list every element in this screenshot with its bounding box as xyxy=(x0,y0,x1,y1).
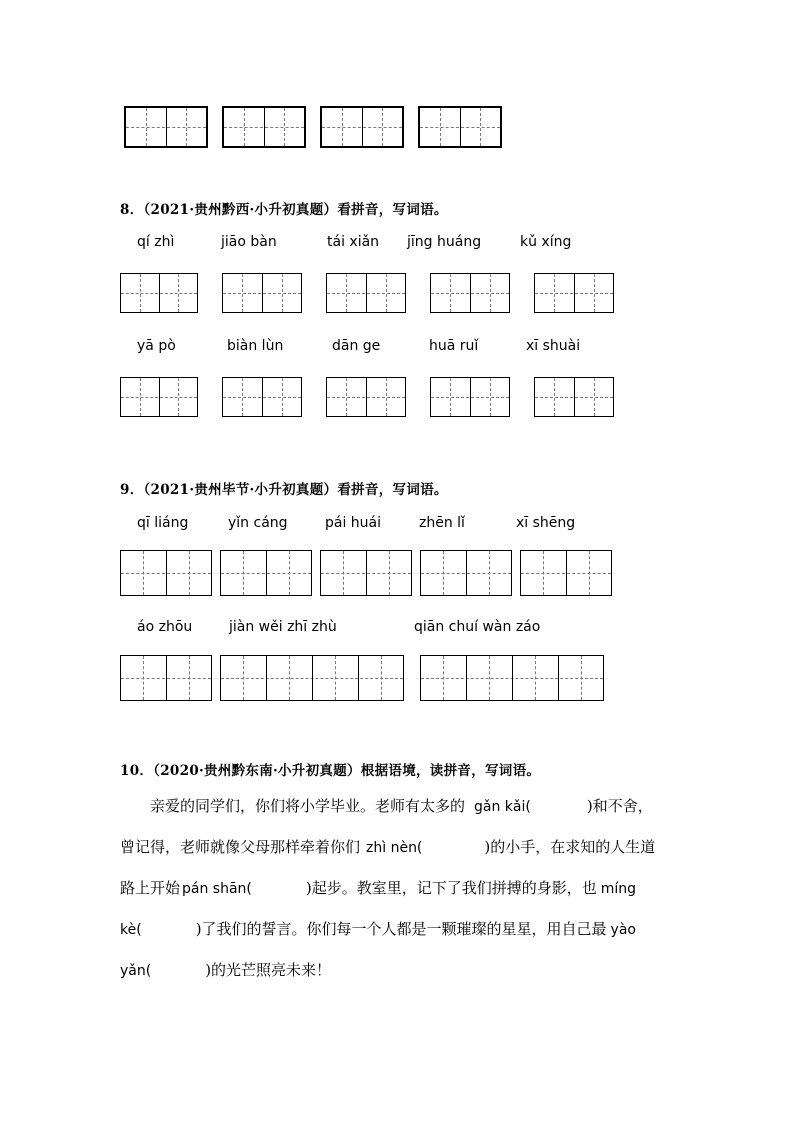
pinyin-label: xī shuài xyxy=(526,338,581,354)
pinyin-label: jīng huáng xyxy=(407,234,482,250)
answer-grid[interactable] xyxy=(120,273,198,313)
pinyin-label: qī liáng xyxy=(137,515,189,531)
pinyin-prompt: gǎn kǎi( xyxy=(474,799,531,815)
pinyin-label: tái xiǎn xyxy=(327,234,380,250)
pinyin-label: pái huái xyxy=(325,515,382,531)
pinyin-label: jiàn wěi zhī zhù xyxy=(229,619,337,635)
answer-grid[interactable] xyxy=(520,550,612,596)
pinyin-prompt: pán shān( xyxy=(182,881,252,897)
paragraph-line xyxy=(150,795,653,816)
answer-grid[interactable] xyxy=(430,377,510,417)
paragraph-text: )的光芒照亮未来！ xyxy=(205,961,332,979)
paragraph-text: 亲爱的同学们，你们将小学毕业。老师有太多的 xyxy=(150,797,466,815)
answer-grid[interactable] xyxy=(222,377,302,417)
pinyin-prompt: zhì nèn( xyxy=(366,840,423,856)
answer-grid[interactable] xyxy=(120,377,198,417)
pinyin-label: biàn lùn xyxy=(227,338,284,354)
answer-grid-four-char[interactable] xyxy=(220,655,404,701)
pinyin-prompt: kè( xyxy=(120,922,142,938)
answer-grid[interactable] xyxy=(420,550,512,596)
answer-grid[interactable] xyxy=(320,106,404,148)
question-10-title: 10．（2020·贵州黔东南·小升初真题）根据语境，读拼音，写词语。 xyxy=(120,763,541,779)
answer-grid[interactable] xyxy=(430,273,510,313)
pinyin-prompt: míng xyxy=(600,881,637,897)
paragraph-line xyxy=(120,877,636,898)
paragraph-text: )了我们的誓言。你们每一个人都是一颗璀璨的星星，用自己最 xyxy=(195,920,607,938)
pinyin-prompt: yào xyxy=(610,922,636,938)
answer-grid[interactable] xyxy=(222,106,306,148)
answer-grid-four-char[interactable] xyxy=(420,655,604,701)
pinyin-label: kǔ xíng xyxy=(520,234,572,250)
pinyin-label: qí zhì xyxy=(137,234,175,250)
paragraph-text: )和不舍， xyxy=(586,797,653,815)
pinyin-prompt: yǎn( xyxy=(120,963,152,979)
pinyin-label: áo zhōu xyxy=(137,619,193,635)
answer-grid[interactable] xyxy=(326,273,406,313)
pinyin-label: zhēn lǐ xyxy=(419,515,465,531)
pinyin-label: dān ge xyxy=(332,338,381,354)
answer-grid[interactable] xyxy=(534,377,614,417)
paragraph-line xyxy=(120,959,331,980)
paragraph-line xyxy=(120,836,655,857)
pinyin-label: yā pò xyxy=(137,338,176,354)
paragraph-text: )的小手，在求知的人生道 xyxy=(484,838,656,856)
answer-grid[interactable] xyxy=(320,550,412,596)
answer-grid[interactable] xyxy=(534,273,614,313)
pinyin-label: xī shēng xyxy=(516,515,576,531)
question-9-title: 9．（2021·贵州毕节·小升初真题）看拼音，写词语。 xyxy=(120,482,448,498)
paragraph-line xyxy=(120,918,636,939)
paragraph-text: 路上开始 xyxy=(120,879,181,897)
answer-grid[interactable] xyxy=(220,550,312,596)
answer-grid[interactable] xyxy=(326,377,406,417)
answer-grid[interactable] xyxy=(120,550,212,596)
question-8-title: 8．（2021·贵州黔西·小升初真题）看拼音，写词语。 xyxy=(120,202,448,218)
paragraph-text: )起步。教室里，记下了我们拼搏的身影，也 xyxy=(305,879,597,897)
answer-grid[interactable] xyxy=(124,106,208,148)
pinyin-label: qiān chuí wàn záo xyxy=(414,619,541,635)
paragraph-text: 曾记得，老师就像父母那样牵着你们 xyxy=(120,838,361,856)
answer-grid[interactable] xyxy=(120,655,212,701)
answer-grid[interactable] xyxy=(222,273,302,313)
pinyin-label: huā ruǐ xyxy=(429,338,479,354)
answer-grid[interactable] xyxy=(418,106,502,148)
pinyin-label: jiāo bàn xyxy=(221,234,277,250)
pinyin-label: yǐn cáng xyxy=(228,515,288,531)
